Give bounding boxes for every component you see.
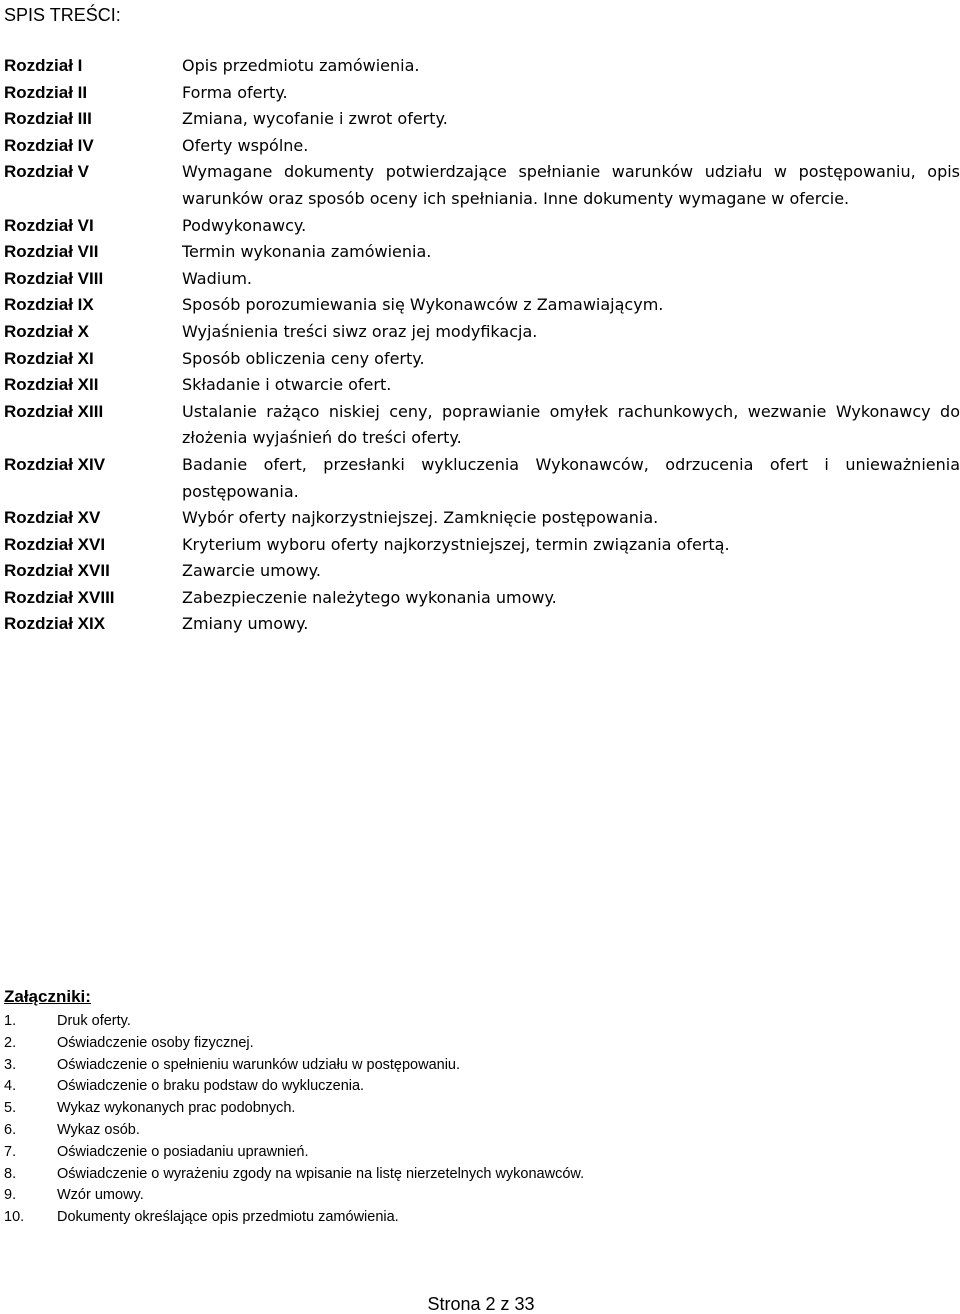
chapter-title: Składanie i otwarcie ofert.	[182, 375, 392, 395]
chapter-title: Wymagane dokumenty potwierdzające spełnianie warunków udziału w postępowaniu, opis warunków oraz sposób oceny ich spełniania. Inne dokumenty wymagane w ofercie.	[182, 162, 960, 208]
toc-row	[4, 133, 960, 160]
list-item	[4, 1164, 904, 1186]
toc-row	[4, 213, 960, 240]
chapter-number: Rozdział VI	[4, 215, 94, 235]
toc-row	[4, 399, 960, 452]
chapter-title: Zmiana, wycofanie i zwrot oferty.	[182, 109, 448, 129]
list-item	[4, 1142, 904, 1164]
attachment-text: Oświadczenie o spełnieniu warunków udziału w postępowaniu.	[57, 1056, 461, 1073]
chapter-number: Rozdział I	[4, 56, 83, 75]
page-title: SPIS TREŚCI:	[4, 5, 121, 25]
attachment-number: 2.	[4, 1034, 17, 1051]
attachment-number: 1.	[4, 1013, 17, 1029]
chapter-title: Kryterium wyboru oferty najkorzystniejszej, termin związania ofertą.	[182, 534, 730, 554]
toc-row	[4, 106, 960, 133]
chapter-title: Zmiany umowy.	[182, 614, 309, 634]
list-item	[4, 1120, 904, 1142]
toc-row	[4, 346, 960, 373]
attachment-text: Wykaz wykonanych prac podobnych.	[57, 1100, 296, 1117]
list-item	[4, 1098, 904, 1120]
list-item	[4, 1207, 904, 1229]
chapter-title: Wadium.	[182, 268, 253, 288]
chapter-number: Rozdział XIX	[4, 614, 106, 634]
toc-row	[4, 585, 960, 612]
chapter-title: Oferty wspólne.	[182, 135, 309, 155]
toc-row	[4, 319, 960, 346]
chapter-number: Rozdział III	[4, 109, 92, 129]
chapter-number: Rozdział IV	[4, 135, 94, 155]
chapter-title: Podwykonawcy.	[182, 215, 307, 235]
attachment-text: Wzór umowy.	[57, 1187, 144, 1204]
chapter-title: Zabezpieczenie należytego wykonania umowy.	[182, 587, 557, 607]
list-item	[4, 1011, 904, 1033]
toc-row	[4, 80, 960, 107]
attachment-number: 3.	[4, 1056, 17, 1073]
attachment-number: 7.	[4, 1143, 17, 1160]
attachments-heading: Załączniki:	[4, 987, 91, 1006]
attachment-text: Oświadczenie o braku podstaw do wykluczenia.	[57, 1078, 365, 1095]
chapter-title: Forma oferty.	[182, 82, 288, 102]
chapter-title: Wybór oferty najkorzystniejszej. Zamknięcie postępowania.	[182, 508, 659, 528]
chapter-number: Rozdział V	[4, 162, 90, 182]
list-item	[4, 1055, 904, 1077]
chapter-number: Rozdział XVI	[4, 534, 106, 554]
toc-row	[4, 372, 960, 399]
attachment-number: 9.	[4, 1187, 17, 1204]
chapter-title: Termin wykonania zamówienia.	[182, 242, 432, 262]
toc-row	[4, 159, 960, 212]
chapter-number: Rozdział XI	[4, 348, 94, 368]
attachment-text: Oświadczenie o posiadaniu uprawnień.	[57, 1143, 309, 1160]
toc-row	[4, 611, 960, 638]
chapter-number: Rozdział VIII	[4, 268, 104, 288]
attachment-number: 8.	[4, 1165, 17, 1182]
page-number-footer: Strona 2 z 33	[427, 1294, 535, 1314]
list-item	[4, 1076, 904, 1098]
list-item	[4, 1185, 904, 1207]
list-item	[4, 1033, 904, 1055]
attachment-text: Wykaz osób.	[57, 1121, 140, 1138]
chapter-title: Opis przedmiotu zamówienia.	[182, 56, 420, 75]
toc-row	[4, 532, 960, 559]
toc-row	[4, 266, 960, 293]
chapter-number: Rozdział II	[4, 82, 88, 102]
attachments-list	[4, 1011, 904, 1229]
attachment-text: Oświadczenie o wyrażeniu zgody na wpisanie na listę nierzetelnych wykonawców.	[57, 1165, 585, 1182]
chapter-number: Rozdział XV	[4, 508, 101, 528]
toc-row	[4, 452, 960, 505]
toc-row	[4, 53, 960, 80]
attachment-number: 10.	[4, 1209, 25, 1226]
toc-row	[4, 292, 960, 319]
toc-row	[4, 558, 960, 585]
toc-row	[4, 239, 960, 266]
attachment-text: Oświadczenie osoby fizycznej.	[57, 1034, 254, 1051]
table-of-contents	[4, 53, 960, 638]
chapter-title: Zawarcie umowy.	[182, 561, 321, 581]
chapter-number: Rozdział VII	[4, 242, 99, 262]
attachment-text: Dokumenty określające opis przedmiotu zamówienia.	[57, 1209, 399, 1226]
attachment-text: Druk oferty.	[57, 1013, 131, 1029]
attachment-number: 4.	[4, 1078, 17, 1095]
chapter-number: Rozdział XIII	[4, 401, 104, 421]
chapter-number: Rozdział IX	[4, 295, 94, 315]
chapter-title: Ustalanie rażąco niskiej ceny, poprawianie omyłek rachunkowych, wezwanie Wykonawcy do złożenia wyjaśnień do treści oferty.	[182, 401, 960, 448]
chapter-number: Rozdział XVII	[4, 561, 110, 581]
chapter-title: Wyjaśnienia treści siwz oraz jej modyfikacja.	[182, 321, 538, 341]
chapter-title: Sposób obliczenia ceny oferty.	[182, 348, 425, 368]
chapter-title: Sposób porozumiewania się Wykonawców z Zamawiającym.	[182, 295, 664, 315]
attachment-number: 6.	[4, 1121, 17, 1138]
chapter-number: Rozdział XII	[4, 375, 99, 395]
chapter-number: Rozdział XIV	[4, 454, 106, 474]
attachment-number: 5.	[4, 1100, 17, 1117]
chapter-title: Badanie ofert, przesłanki wykluczenia Wykonawców, odrzucenia ofert i unieważnienia postępowania.	[182, 454, 960, 501]
chapter-number: Rozdział XVIII	[4, 587, 115, 607]
chapter-number: Rozdział X	[4, 321, 90, 341]
toc-row	[4, 505, 960, 532]
